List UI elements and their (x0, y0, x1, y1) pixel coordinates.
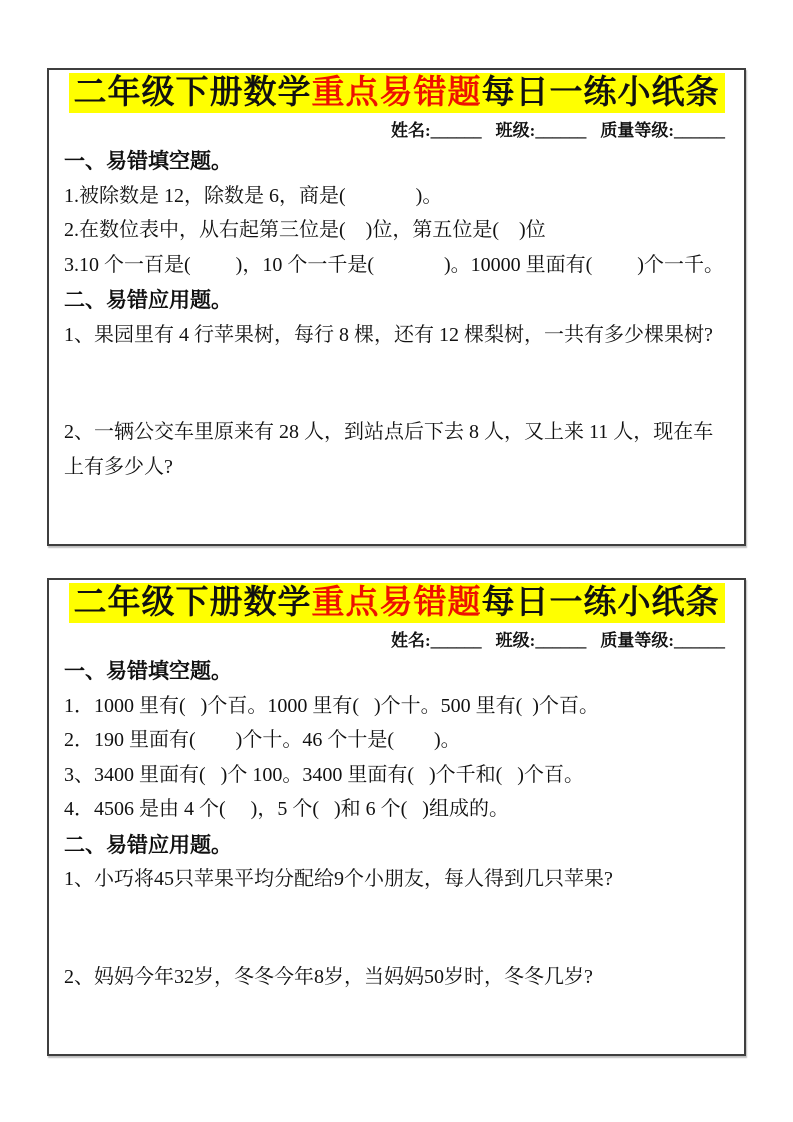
fill-question-1: 1.被除数是 12，除数是 6，商是( )。 (64, 184, 443, 207)
name-blank: ______ (430, 631, 482, 650)
title-text-red: 重点易错题 (311, 585, 482, 621)
worksheet-title-2 (64, 583, 729, 625)
worksheet-title-1 (64, 73, 729, 115)
section-heading-word-problems: 二、易错应用题。 (64, 288, 232, 312)
section-heading-word-problems: 二、易错应用题。 (64, 832, 232, 857)
fill-question-4: 4．4506 是由 4 个( )，5 个( )和 6 个( )组成的。 (64, 798, 509, 820)
title-text-left: 二年级下册数学 (73, 75, 312, 111)
name-blank: ______ (430, 121, 482, 140)
name-field-label: 姓名: (390, 631, 431, 650)
class-blank: ______ (535, 631, 587, 650)
section-heading-fill-in: 一、易错填空题。 (64, 659, 232, 683)
student-info-line (64, 629, 729, 653)
worksheet-card-2 (47, 578, 746, 1056)
grade-field (600, 121, 725, 140)
grade-blank: ______ (674, 121, 725, 140)
grade-field-label: 质量等级: (600, 631, 674, 650)
fill-question-3: 3.10 个一百是( )，10 个一千是( )。10000 里面有( )个一千。 (64, 253, 724, 276)
grade-field-label: 质量等级: (600, 121, 674, 140)
class-field-label: 班级: (495, 121, 536, 140)
section-heading-fill-in: 一、易错填空题。 (64, 149, 232, 173)
word-problem-2: 2、一辆公交车里原来有 28 人，到站点后下去 8 人，又上来 11 人，现在车上有多少人? (64, 421, 714, 478)
title-text-right: 每日一练小纸条 (481, 585, 720, 621)
title-highlight (69, 583, 725, 623)
class-blank: ______ (535, 121, 587, 140)
fill-question-2: 2．190 里面有( )个十。46 个十是( )。 (64, 729, 461, 751)
name-field-label: 姓名: (390, 121, 431, 140)
class-field (496, 631, 587, 650)
fill-question-2: 2.在数位表中，从右起第三位是( )位，第五位是( )位 (64, 219, 546, 241)
class-field (496, 121, 587, 140)
class-field-label: 班级: (495, 631, 536, 650)
student-info-line (64, 119, 729, 143)
name-field (391, 121, 482, 140)
title-highlight (69, 73, 725, 113)
word-problem-1: 1、果园里有 4 行苹果树，每行 8 棵，还有 12 棵梨树，一共有多少棵果树? (64, 323, 713, 346)
worksheet-card-1 (47, 68, 746, 546)
title-text-right: 每日一练小纸条 (481, 75, 720, 111)
grade-field (600, 631, 725, 650)
title-text-red: 重点易错题 (311, 75, 482, 111)
name-field (391, 631, 482, 650)
fill-question-1: 1．1000 里有( )个百。1000 里有( )个十。500 里有( )个百。 (64, 694, 599, 717)
word-problem-1: 1、小巧将45只苹果平均分配给9个小朋友，每人得到几只苹果? (64, 868, 613, 890)
word-problem-2: 2、妈妈今年32岁，冬冬今年8岁，当妈妈50岁时，冬冬几岁? (64, 965, 593, 988)
grade-blank: ______ (674, 631, 725, 650)
title-text-left: 二年级下册数学 (73, 585, 312, 621)
fill-question-3: 3、3400 里面有( )个 100。3400 里面有( )个千和( )个百。 (64, 763, 584, 786)
